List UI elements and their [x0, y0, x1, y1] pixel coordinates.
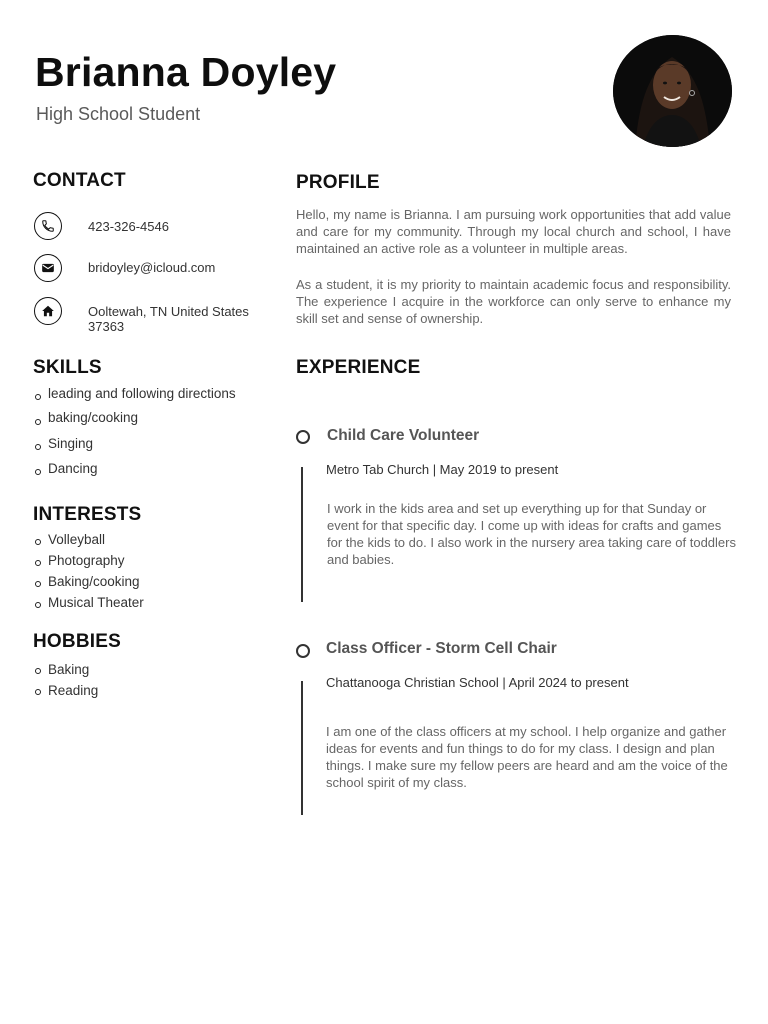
- experience-meta: Chattanooga Christian School | April 2024 to present: [326, 675, 629, 690]
- experience-title: Child Care Volunteer: [327, 427, 480, 444]
- list-item: Baking/cooking: [34, 573, 284, 594]
- experience-title: Class Officer - Storm Cell Chair: [326, 640, 557, 657]
- home-icon: [34, 297, 62, 325]
- interests-heading: INTERESTS: [33, 504, 142, 525]
- contact-email: [34, 254, 216, 282]
- profile-paragraph-1: Hello, my name is Brianna. I am pursuing work opportunities that add value and care for my community. Through my local church and school, I have maintained an active role as a volunteer in multiple areas.: [296, 207, 731, 256]
- contact-address: [34, 297, 249, 334]
- list-item: Musical Theater: [34, 594, 284, 615]
- email-address[interactable]: bridoyley@icloud.com: [88, 260, 216, 275]
- candidate-name: Brianna Doyley: [35, 49, 337, 95]
- experience-description: I work in the kids area and set up everything up for that Sunday or event for that specific day. I come up with ideas for crafts and games for the kids to do. I also work in the nursery area taking care of toddlers and babies.: [327, 501, 736, 567]
- experience-meta: Metro Tab Church | May 2019 to present: [326, 462, 559, 477]
- hobbies-list: [34, 660, 284, 702]
- list-item: Dancing: [34, 459, 284, 484]
- hobbies-heading: HOBBIES: [33, 631, 121, 652]
- profile-heading: PROFILE: [296, 172, 380, 193]
- phone-icon: [34, 212, 62, 240]
- profile-paragraph-2: As a student, it is my priority to maintain academic focus and responsibility. The experience I acquire in the workforce can only serve to enhance my skill set and sense of ownership.: [296, 277, 731, 326]
- address-text: Ooltewah, TN United States 37363: [88, 304, 249, 334]
- timeline-dot: [296, 430, 310, 444]
- contact-phone: [34, 212, 169, 240]
- experience-description: I am one of the class officers at my school. I help organize and gather ideas for events and fun things to do for my class. I design and plan things. I make sure my fellow peers are heard and am the voice of the school spirit of my class.: [326, 724, 728, 790]
- mail-icon: [34, 254, 62, 282]
- list-item: Singing: [34, 434, 284, 459]
- timeline-line: [301, 467, 303, 602]
- skills-heading: SKILLS: [33, 357, 102, 378]
- timeline-line: [301, 681, 303, 815]
- phone-number[interactable]: 423-326-4546: [88, 219, 169, 234]
- list-item: leading and following directions: [34, 384, 284, 409]
- list-item: Volleyball: [34, 531, 284, 552]
- interests-list: [34, 531, 284, 615]
- experience-heading: EXPERIENCE: [296, 357, 421, 378]
- list-item: Baking: [34, 660, 284, 681]
- list-item: baking/cooking: [34, 409, 284, 434]
- candidate-title: High School Student: [36, 104, 201, 124]
- list-item: Reading: [34, 681, 284, 702]
- skills-list: [34, 384, 284, 484]
- list-item: Photography: [34, 552, 284, 573]
- contact-heading: CONTACT: [33, 170, 126, 191]
- profile-photo: [613, 35, 732, 147]
- timeline-dot: [296, 644, 310, 658]
